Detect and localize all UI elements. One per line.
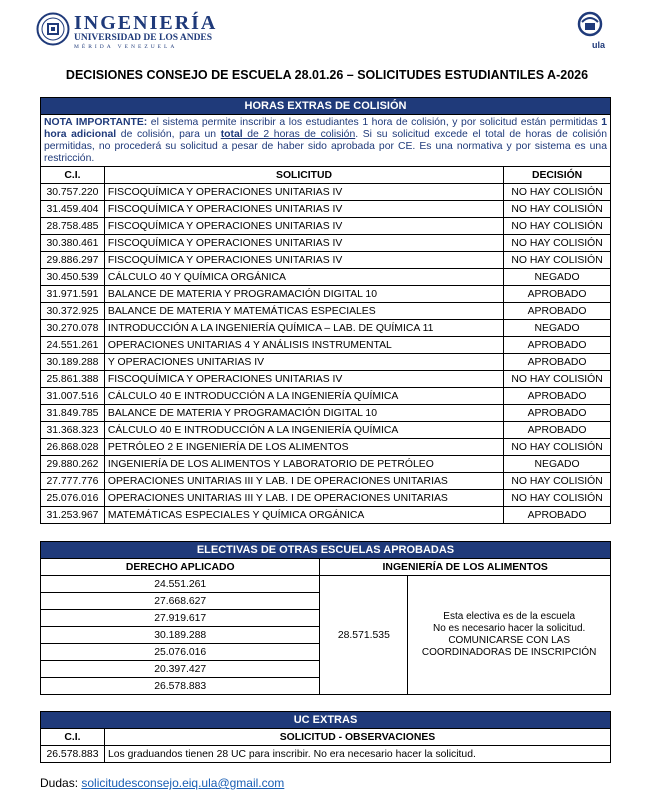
ci-cell: 31.459.404	[41, 201, 105, 218]
col-header-ci: C.I.	[41, 729, 105, 746]
ci-cell: 31.253.967	[41, 507, 105, 524]
table-row	[41, 746, 611, 763]
table-row	[41, 456, 611, 473]
table-row	[41, 286, 611, 303]
ci-cell: 27.777.776	[41, 473, 105, 490]
table-row	[41, 354, 611, 371]
note-line: Esta electiva es de la escuela	[443, 611, 576, 622]
page-title: DECISIONES CONSEJO DE ESCUELA 28.01.26 – SOLICITUDES ESTUDIANTILES A-2026	[65, 68, 589, 82]
note-text-3: de 2 horas de colisión	[242, 129, 356, 140]
col-header-alimentos: INGENIERÍA DE LOS ALIMENTOS	[320, 559, 611, 576]
note-text-4: . Si su solicitud excede el total de horas de colisión permitidas, no procederá su solicitud a pesar de haber sido aprobada por CE. Es una normativa y por sistema es una restricción.	[44, 129, 607, 164]
ci-cell: 26.578.883	[41, 746, 105, 763]
table-row	[41, 201, 611, 218]
table-row	[41, 337, 611, 354]
uc-extras-table	[40, 711, 611, 763]
ula-logo-text: ula	[592, 40, 606, 50]
derecho-ci-cell: 25.076.016	[41, 644, 320, 661]
table-row	[41, 235, 611, 252]
ci-cell: 29.886.297	[41, 252, 105, 269]
alimentos-note-cell	[408, 576, 611, 695]
note-line: COMUNICARSE CON LAS	[448, 635, 570, 646]
table-row	[41, 473, 611, 490]
table-row	[41, 218, 611, 235]
contact-label: Dudas:	[40, 776, 82, 790]
note-line: No es necesario hacer la solicitud.	[433, 623, 586, 634]
derecho-ci-cell: 24.551.261	[41, 576, 320, 593]
solicitud-cell: FISCOQUÍMICA Y OPERACIONES UNITARIAS IV	[104, 201, 503, 218]
ci-cell: 30.757.220	[41, 184, 105, 201]
note-bold-2: 1 hora adicional	[44, 117, 607, 140]
solicitud-cell: CÁLCULO 40 E INTRODUCCIÓN A LA INGENIERÍA QUÍMICA	[104, 388, 503, 405]
ci-cell: 30.270.078	[41, 320, 105, 337]
alimentos-ci-cell: 28.571.535	[320, 576, 408, 695]
decision-cell: NO HAY COLISIÓN	[504, 490, 611, 507]
decision-cell: NO HAY COLISIÓN	[504, 235, 611, 252]
decision-cell: NO HAY COLISIÓN	[504, 252, 611, 269]
derecho-ci-cell: 30.189.288	[41, 627, 320, 644]
table-row	[41, 388, 611, 405]
ci-cell: 30.372.925	[41, 303, 105, 320]
solicitud-cell: CÁLCULO 40 Y QUÍMICA ORGÁNICA	[104, 269, 503, 286]
solicitud-cell: PETRÓLEO 2 E INGENIERÍA DE LOS ALIMENTOS	[104, 439, 503, 456]
observation-cell: Los graduandos tienen 28 UC para inscribir. No era necesario hacer la solicitud.	[104, 746, 610, 763]
contact-email-link[interactable]: solicitudesconsejo.eiq.ula@gmail.com	[81, 776, 285, 790]
electivas-header-bar: ELECTIVAS DE OTRAS ESCUELAS APROBADAS	[41, 542, 611, 559]
table-row	[41, 269, 611, 286]
table-row	[41, 439, 611, 456]
solicitud-cell: FISCOQUÍMICA Y OPERACIONES UNITARIAS IV	[104, 218, 503, 235]
contact-line	[40, 776, 284, 790]
decision-cell: NO HAY COLISIÓN	[504, 218, 611, 235]
solicitud-cell: OPERACIONES UNITARIAS III Y LAB. I DE OPERACIONES UNITARIAS	[104, 490, 503, 507]
table-row	[41, 252, 611, 269]
decision-cell: NO HAY COLISIÓN	[504, 371, 611, 388]
note-total: total	[220, 129, 243, 140]
electivas-table	[40, 541, 611, 695]
col-header-ci: C.I.	[41, 167, 105, 184]
table-row	[41, 405, 611, 422]
solicitud-cell: FISCOQUÍMICA Y OPERACIONES UNITARIAS IV	[104, 252, 503, 269]
solicitud-cell: MATEMÁTICAS ESPECIALES Y QUÍMICA ORGÁNICA	[104, 507, 503, 524]
ci-cell: 25.861.388	[41, 371, 105, 388]
table-row	[41, 303, 611, 320]
decision-cell: NO HAY COLISIÓN	[504, 473, 611, 490]
ci-cell: 31.849.785	[41, 405, 105, 422]
ci-cell: 24.551.261	[41, 337, 105, 354]
derecho-ci-cell: 27.919.617	[41, 610, 320, 627]
table-row	[41, 422, 611, 439]
decision-cell: NO HAY COLISIÓN	[504, 184, 611, 201]
solicitud-cell: OPERACIONES UNITARIAS 4 Y ANÁLISIS INSTRUMENTAL	[104, 337, 503, 354]
decision-cell: NEGADO	[504, 456, 611, 473]
decision-cell: APROBADO	[504, 388, 611, 405]
table-row	[41, 576, 611, 593]
solicitud-cell: BALANCE DE MATERIA Y MATEMÁTICAS ESPECIALES	[104, 303, 503, 320]
logo-title: INGENIERÍA	[74, 12, 218, 34]
derecho-ci-cell: 27.668.627	[41, 593, 320, 610]
solicitud-cell: INTRODUCCIÓN A LA INGENIERÍA QUÍMICA – LAB. DE QUÍMICA 11	[104, 320, 503, 337]
col-header-decision: DECISIÓN	[504, 167, 611, 184]
decision-cell: APROBADO	[504, 337, 611, 354]
colision-table	[40, 97, 611, 524]
col-header-solicitud: SOLICITUD	[104, 167, 503, 184]
ci-cell: 29.880.262	[41, 456, 105, 473]
col-header-observaciones: SOLICITUD - OBSERVACIONES	[104, 729, 610, 746]
ci-cell: 30.380.461	[41, 235, 105, 252]
solicitud-cell: INGENIERÍA DE LOS ALIMENTOS Y LABORATORIO DE PETRÓLEO	[104, 456, 503, 473]
derecho-ci-cell: 20.397.427	[41, 661, 320, 678]
col-header-derecho: DERECHO APLICADO	[41, 559, 320, 576]
solicitud-cell: Y OPERACIONES UNITARIAS IV	[104, 354, 503, 371]
solicitud-cell: FISCOQUÍMICA Y OPERACIONES UNITARIAS IV	[104, 184, 503, 201]
table-row	[41, 507, 611, 524]
table-row	[41, 320, 611, 337]
logo-location: MÉRIDA VENEZUELA	[74, 44, 178, 50]
note-text-1: el sistema permite inscribir a los estudiantes 1 hora de colisión, y por solicitud están permitidas	[147, 117, 602, 128]
ci-cell: 31.971.591	[41, 286, 105, 303]
derecho-ci-cell: 26.578.883	[41, 678, 320, 695]
decision-cell: NO HAY COLISIÓN	[504, 201, 611, 218]
ci-cell: 28.758.485	[41, 218, 105, 235]
decision-cell: NEGADO	[504, 269, 611, 286]
decision-cell: APROBADO	[504, 286, 611, 303]
uc-header-bar: UC EXTRAS	[41, 712, 611, 729]
university-seal-icon	[36, 12, 70, 46]
solicitud-cell: BALANCE DE MATERIA Y PROGRAMACIÓN DIGITAL 10	[104, 286, 503, 303]
logo-subtitle: UNIVERSIDAD DE LOS ANDES	[74, 33, 213, 43]
ci-cell: 30.450.539	[41, 269, 105, 286]
table-row	[41, 490, 611, 507]
colision-note	[41, 115, 611, 167]
decision-cell: APROBADO	[504, 303, 611, 320]
table-row	[41, 371, 611, 388]
ingenieria-logo	[36, 12, 218, 50]
decision-cell: NO HAY COLISIÓN	[504, 439, 611, 456]
ci-cell: 30.189.288	[41, 354, 105, 371]
solicitud-cell: FISCOQUÍMICA Y OPERACIONES UNITARIAS IV	[104, 371, 503, 388]
solicitud-cell: BALANCE DE MATERIA Y PROGRAMACIÓN DIGITAL 10	[104, 405, 503, 422]
decision-cell: APROBADO	[504, 422, 611, 439]
decision-cell: APROBADO	[504, 354, 611, 371]
colision-header-bar: HORAS EXTRAS DE COLISIÓN	[41, 98, 611, 115]
solicitud-cell: CÁLCULO 40 E INTRODUCCIÓN A LA INGENIERÍA QUÍMICA	[104, 422, 503, 439]
decision-cell: NEGADO	[504, 320, 611, 337]
note-text-2: de colisión, para un	[116, 129, 221, 140]
ci-cell: 31.007.516	[41, 388, 105, 405]
table-row	[41, 184, 611, 201]
ci-cell: 31.368.323	[41, 422, 105, 439]
note-line: COORDINADORAS DE INSCRIPCIÓN	[421, 647, 597, 658]
decision-cell: APROBADO	[504, 405, 611, 422]
solicitud-cell: OPERACIONES UNITARIAS III Y LAB. I DE OPERACIONES UNITARIAS	[104, 473, 503, 490]
note-label: NOTA IMPORTANTE:	[44, 117, 148, 128]
solicitud-cell: FISCOQUÍMICA Y OPERACIONES UNITARIAS IV	[104, 235, 503, 252]
ci-cell: 26.868.028	[41, 439, 105, 456]
ci-cell: 25.076.016	[41, 490, 105, 507]
decision-cell: APROBADO	[504, 507, 611, 524]
